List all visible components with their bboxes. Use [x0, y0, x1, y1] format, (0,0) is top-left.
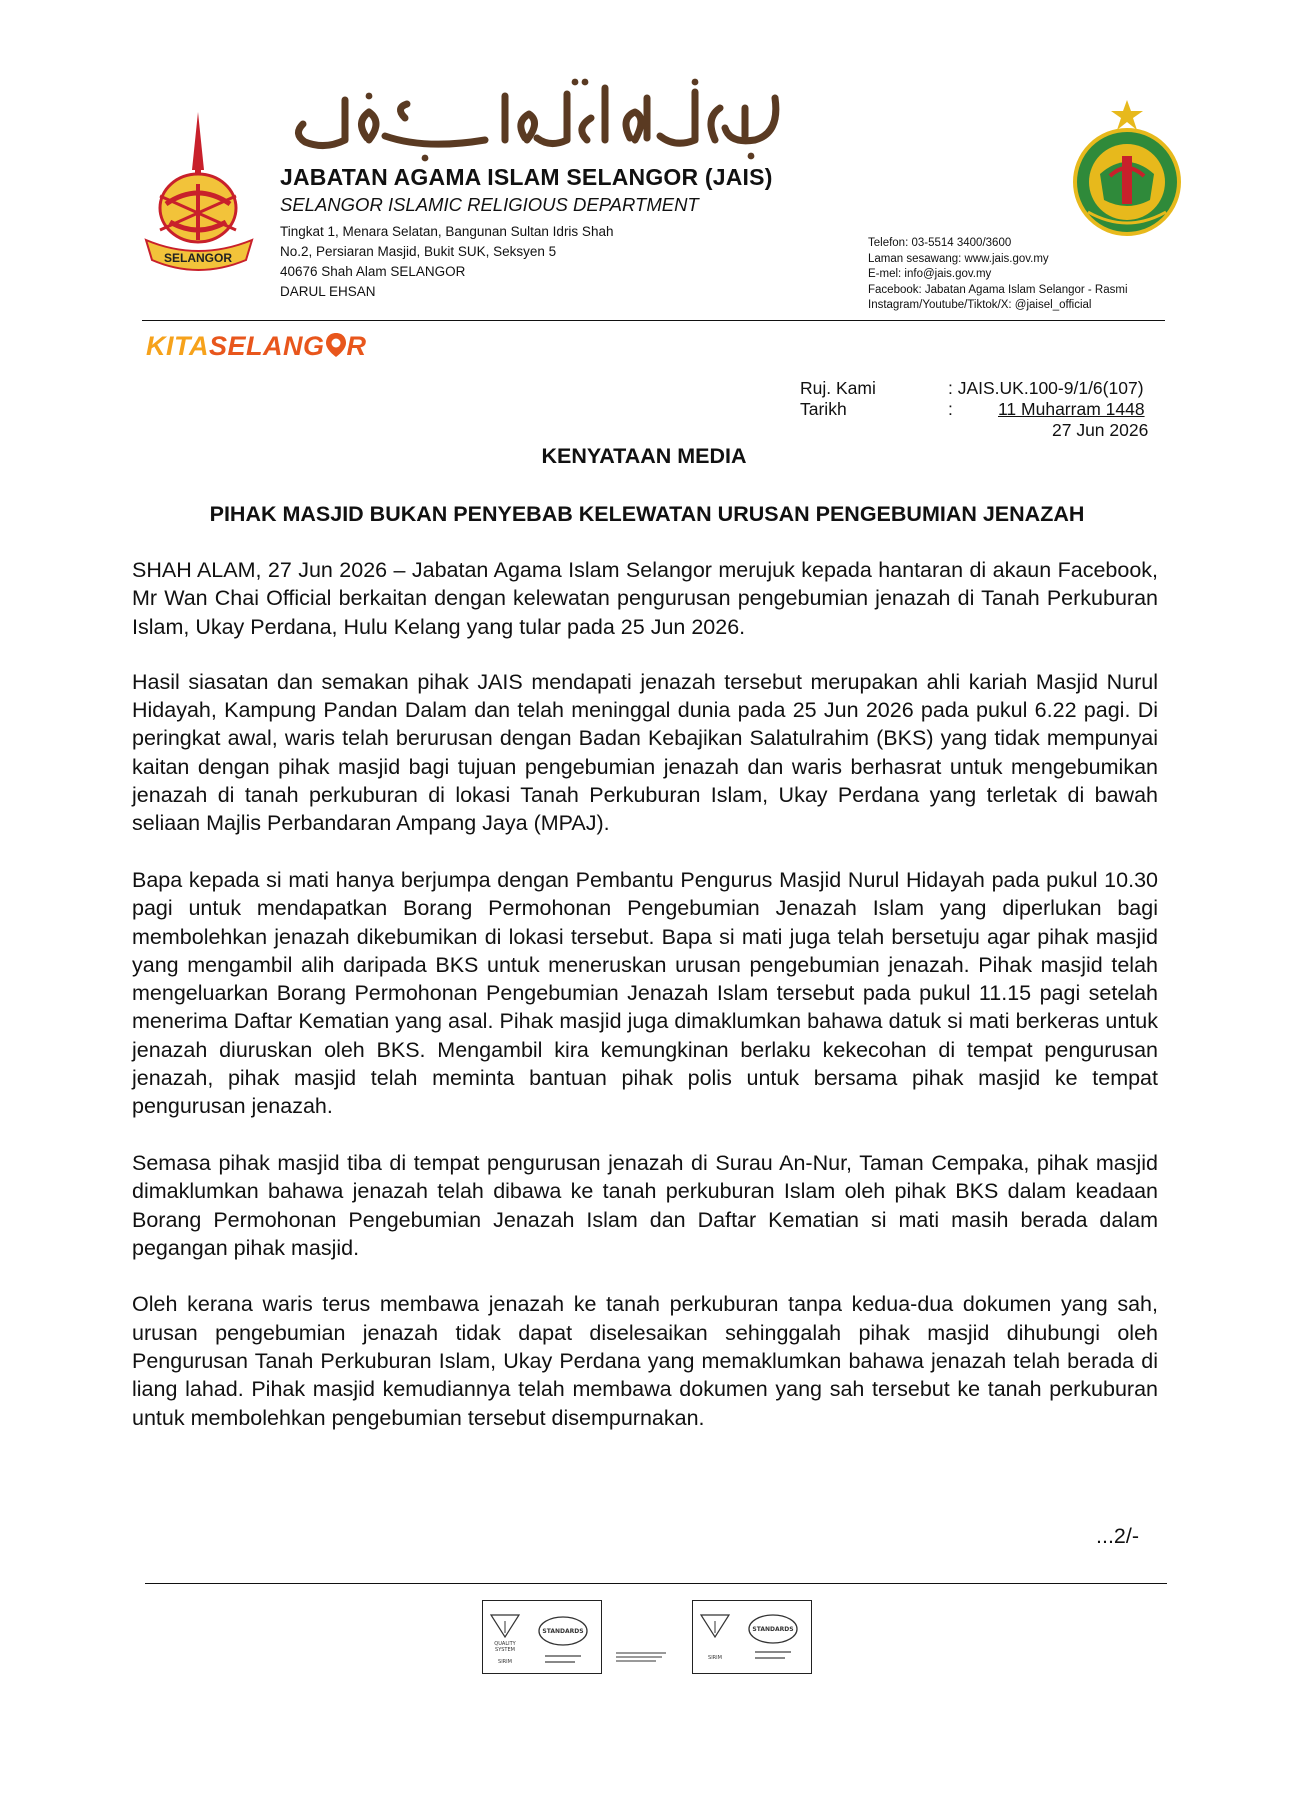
document-heading: KENYATAAN MEDIA: [541, 444, 747, 468]
tarikh-masihi: 27 Jun 2026: [1052, 420, 1149, 440]
ruj-label: Ruj. Kami: [800, 378, 876, 398]
cert-label: STANDARDS: [752, 1626, 794, 1633]
contact-website: Laman sesawang: www.jais.gov.my: [868, 252, 1049, 265]
sirim-quality-icon: [483, 1601, 601, 1673]
tarikh-colon: :: [948, 399, 953, 419]
cert-label: SYSTEM: [495, 1647, 515, 1653]
certification-mark-left: [482, 1600, 602, 1674]
certification-mark-right: [692, 1600, 812, 1674]
footer-divider: [145, 1583, 1167, 1584]
sirim-standards-icon: [693, 1601, 811, 1673]
document-body: [132, 556, 1158, 1460]
paragraph: SHAH ALAM, 27 Jun 2026 – Jabatan Agama Islam Selangor merujuk kepada hantaran di akaun Facebook, Mr Wan Chai Official berkaitan dengan kelewatan pengurusan pengebumian jenazah di Tanah Perkuburan Islam, Ukay Perdana, Hulu Kelang yang tular pada 25 Jun 2026.: [132, 558, 1158, 639]
logo-kita: KITA: [146, 331, 209, 361]
cert-label: QUALITY: [494, 1641, 516, 1647]
jais-emblem-icon: [1060, 100, 1194, 236]
contact-phone: Telefon: 03-5514 3400/3600: [868, 237, 1012, 249]
ruj-value: : JAIS.UK.100-9/1/6(107): [948, 378, 1144, 398]
cert-label: SIRIM: [708, 1655, 722, 1661]
logo-selangor: SELANG: [209, 331, 325, 361]
address-line: No.2, Persiaran Masjid, Bukit SUK, Seksyen 5: [280, 244, 557, 259]
logo-selangor-end: R: [346, 331, 367, 361]
contact-block: [868, 236, 1128, 314]
contact-facebook: Facebook: Jabatan Agama Islam Selangor - Rasmi: [868, 283, 1128, 296]
contact-socials: Instagram/Youtube/Tiktok/X: @jaisel_official: [868, 299, 1092, 312]
address-line: DARUL EHSAN: [280, 284, 376, 299]
paragraph: Oleh kerana waris terus membawa jenazah ke tanah perkuburan tanpa kedua-dua dokumen yang sah, urusan pengebumian jenazah tidak dapat diselesaikan sehinggalah pihak masjid dihubungi oleh Pengurusan Tanah Perkuburan Islam, Ukay Perdana yang memaklumkan bahawa jenazah telah berada di liang lahad. Pihak masjid kemudiannya telah membawa dokumen yang sah tersebut ke tanah perkuburan untuk membolehkan pengebumian tersebut disempurnakan.: [132, 1292, 1158, 1430]
paragraph: Semasa pihak masjid tiba di tempat pengurusan jenazah di Surau An-Nur, Taman Cempaka, pihak masjid dimaklumkan bahawa jenazah telah dibawa ke tanah perkuburan Islam oleh pihak BKS dalam keadaan Borang Permohonan Pengebumian Jenazah Islam dan Daftar Kematian si mati masih berada dalam pegangan pihak masjid.: [132, 1150, 1158, 1260]
document-title: PIHAK MASJID BUKAN PENYEBAB KELEWATAN URUSAN PENGEBUMIAN JENAZAH: [209, 502, 1085, 526]
cert-label: STANDARDS: [542, 1628, 584, 1635]
page-continuation: ...2/-: [1096, 1524, 1140, 1548]
tarikh-label: Tarikh: [800, 399, 847, 419]
paragraph: Hasil siasatan dan semakan pihak JAIS mendapati jenazah tersebut merupakan ahli kariah Masjid Nurul Hidayah, Kampung Pandan Dalam dan telah meninggal dunia pada 25 Jun 2026 pada pukul 6.22 pagi. Di peringkat awal, waris telah berurusan dengan Badan Kebajikan Salatulrahim (BKS) yang tidak mempunyai kaitan dengan pihak masjid bagi tujuan pengebumian jenazah dan waris berhasrat untuk mengebumikan jenazah di tanah perkuburan di lokasi Tanah Perkuburan Islam, Ukay Perdana yang terletak di bawah seliaan Majlis Perbandaran Ampang Jaya (MPAJ).: [132, 669, 1158, 836]
paragraph: Bapa kepada si mati hanya berjumpa dengan Pembantu Pengurus Masjid Nurul Hidayah pada pukul 10.30 pagi untuk mendapatkan Borang Permohonan Pengebumian Jenazah Islam yang diperlukan bagi membolehkan jenazah dikebumikan di lokasi tersebut. Bapa si mati juga telah bersetuju agar pihak masjid yang mengambil alih daripada BKS untuk meneruskan urusan pengebumian jenazah. Pihak masjid telah mengeluarkan Borang Permohonan Pengebumian Jenazah Islam tersebut pada pukul 11.15 pagi setelah menerima Daftar Kematian yang asal. Pihak masjid juga dimaklumkan bahawa datuk si mati berkeras untuk jenazah diuruskan oleh BKS. Mengambil kira kemungkinan berlaku kekecohan di tempat pengurusan jenazah, pihak masjid telah meminta bantuan pihak polis untuk bersama pihak masjid ke tempat pengurusan jenazah.: [132, 867, 1158, 1119]
selangor-crest-icon: [140, 112, 258, 292]
jawi-calligraphy-logo: [275, 78, 795, 164]
cert-label: SIRIM: [498, 1659, 512, 1665]
tarikh-hijri: 11 Muharram 1448: [998, 399, 1145, 419]
department-name: JABATAN AGAMA ISLAM SELANGOR (JAIS): [280, 164, 773, 190]
address-line: Tingkat 1, Menara Selatan, Bangunan Sultan Idris Shah: [280, 224, 614, 239]
kitaselangor-logo: [146, 330, 367, 362]
address-line: 40676 Shah Alam SELANGOR: [280, 264, 466, 279]
certification-small-text: [616, 1650, 676, 1664]
contact-email: E-mel: info@jais.gov.my: [868, 268, 992, 281]
header-divider: [142, 320, 1165, 321]
location-pin-icon: [325, 332, 347, 358]
crest-ribbon-text: SELANGOR: [163, 251, 233, 265]
department-name-english: SELANGOR ISLAMIC RELIGIOUS DEPARTMENT: [280, 194, 699, 215]
address-block: [280, 222, 613, 302]
